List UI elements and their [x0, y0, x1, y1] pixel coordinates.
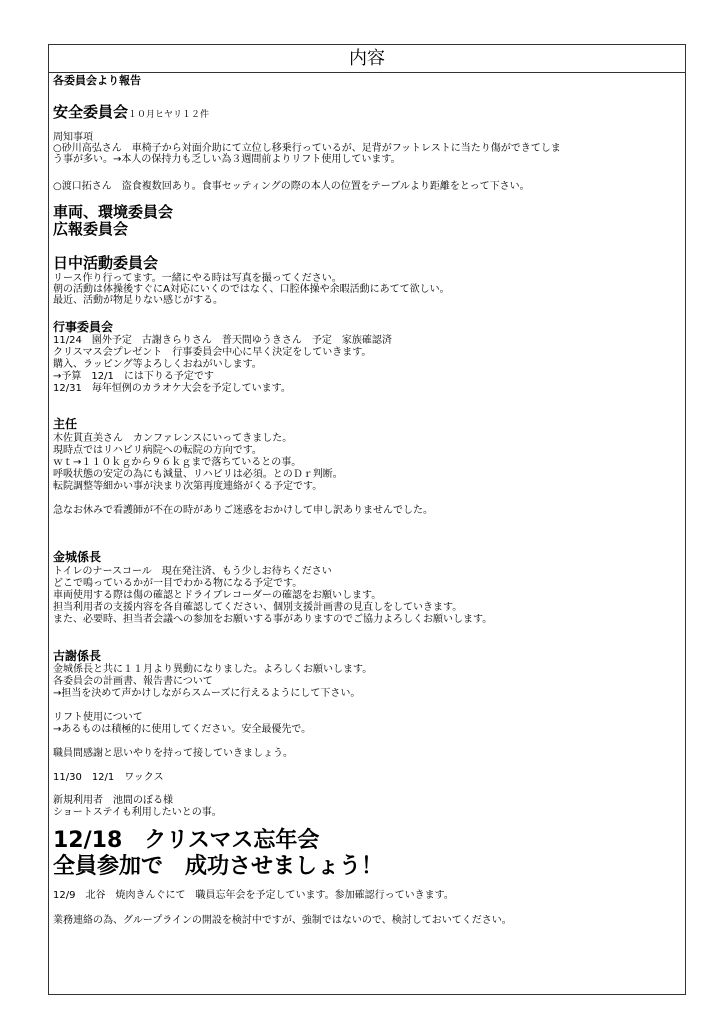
vehicle-title: 車両、環境委員会 — [53, 203, 174, 221]
safety-label: 周知事項 — [53, 132, 93, 143]
safety-heading — [53, 102, 209, 121]
kinjo-line-3: 車両使用する際は傷の確認とドライブレコーダーの確認をお願いします。 — [53, 590, 382, 601]
events-line-3: 購入、ラッピング等よろしくおねがいします。 — [53, 359, 262, 370]
koja-line-2: 各委員会の計画書、報告書について — [53, 676, 213, 687]
koja-line-7: 11/30 12/1 ワックス — [53, 772, 164, 783]
page-title: 内容 — [49, 45, 685, 73]
chief-title: 主任 — [53, 417, 78, 431]
koja-line-3: →担当を決めて声かけしながらスムーズに行えるようにして下さい。 — [53, 688, 361, 699]
xmas-line-4: 業務連絡の為、グループラインの開設を検討中ですが、強制ではないので、検討しておいてください。 — [53, 915, 512, 926]
daytime-line-1: リース作り行ってます。一緒にやる時は写真を撮ってください。 — [53, 273, 342, 284]
kinjo-line-1: トイレのナースコール 現在発注済、もう少しお待ちください — [53, 566, 332, 577]
safety-line-1: ○砂川高弘さん 車椅子から対面介助にて立位し移乗行っているが、足背がフットレストに当たり傷ができてしま — [53, 143, 561, 154]
pr-title: 広報委員会 — [53, 220, 129, 238]
koja-title: 古謝係長 — [53, 649, 102, 663]
daytime-line-3: 最近、活動が物足りない感じがする。 — [53, 295, 223, 306]
chief-line-5: 転院調整等細かい事が決まり次第再度連絡がくる予定です。 — [53, 481, 323, 492]
report-heading: 各委員会より報告 — [53, 74, 141, 87]
kinjo-title: 金城係長 — [53, 550, 102, 564]
koja-line-8: 新規利用者 池間のぼる様 — [53, 795, 173, 806]
koja-line-9: ショートステイも利用したいとの事。 — [53, 807, 222, 818]
safety-line-3: ○渡口拓さん 盗食複数回あり。食事セッティングの際の本人の位置をテーブルより距離をとって下さい。 — [53, 181, 530, 192]
events-line-2: クリスマス会プレゼント 行事委員会中心に早く決定をしていきます。 — [53, 347, 372, 358]
daytime-line-2: 朝の活動は体操後すぐにA対応にいくのではなく、口腔体操や余暇活動にあてて欲しい。 — [53, 284, 450, 295]
content-frame — [48, 44, 686, 995]
koja-line-1: 金城係長と共に１１月より異動になりました。よろしくお願いします。 — [53, 664, 373, 675]
chief-line-3: ｗｔ→１１０ｋｇから９６ｋｇまで落ちているとの事。 — [53, 457, 302, 468]
kinjo-line-2: どこで鳴っているかが一目でわかる物になる予定です。 — [53, 578, 303, 589]
koja-line-6: 職員間感謝と思いやりを持って接していきましょう。 — [53, 748, 293, 759]
chief-line-6: 急なお休みで看護師が不在の時がありご迷惑をおかけして申し訳ありませんでした。 — [53, 505, 433, 516]
events-line-5: 12/31 毎年恒例のカラオケ大会を予定しています。 — [53, 383, 291, 394]
events-line-1: 11/24 園外予定 古謝きらりさん 普天間ゆうきさん 予定 家族確認済 — [53, 335, 392, 346]
koja-line-5: →あるものは積極的に使用してください。安全最優先で。 — [53, 724, 312, 735]
daytime-title: 日中活動委員会 — [53, 254, 159, 272]
safety-line-2: う事が多い。→本人の保持力も乏しい為３週間前よりリフト使用しています。 — [53, 154, 401, 165]
safety-title: 安全委員会 — [53, 103, 129, 121]
chief-line-1: 木佐貫直美さん カンファレンスにいってきました。 — [53, 433, 293, 444]
kinjo-line-4: 担当利用者の支援内容を各自確認してください、個別支援計画書の見直しをしていきます。 — [53, 602, 463, 613]
kinjo-line-5: また、必要時、担当者会議への参加をお願いする事がありますのでご協力よろしくお願いします。 — [53, 614, 493, 625]
chief-line-2: 現時点ではリハビリ病院への転院の方向です。 — [53, 445, 262, 456]
events-title: 行事委員会 — [53, 320, 114, 334]
safety-note: １０月ヒヤリ１２件 — [128, 110, 210, 120]
events-line-4: →予算 12/1 には下りる予定です — [53, 371, 214, 382]
xmas-line-3: 12/9 北谷 焼肉きんぐにて 職員忘年会を予定しています。参加確認行っていきます。 — [53, 890, 454, 901]
xmas-banner-line-2: 全員参加で 成功させましょう！ — [53, 854, 384, 879]
chief-line-4: 呼吸状態の安定の為にも減量、リハビリは必須。とのＤｒ判断。 — [53, 469, 343, 480]
xmas-banner-line-1: 12/18 クリスマス忘年会 — [53, 828, 320, 853]
koja-line-4: リフト使用について — [53, 712, 143, 723]
